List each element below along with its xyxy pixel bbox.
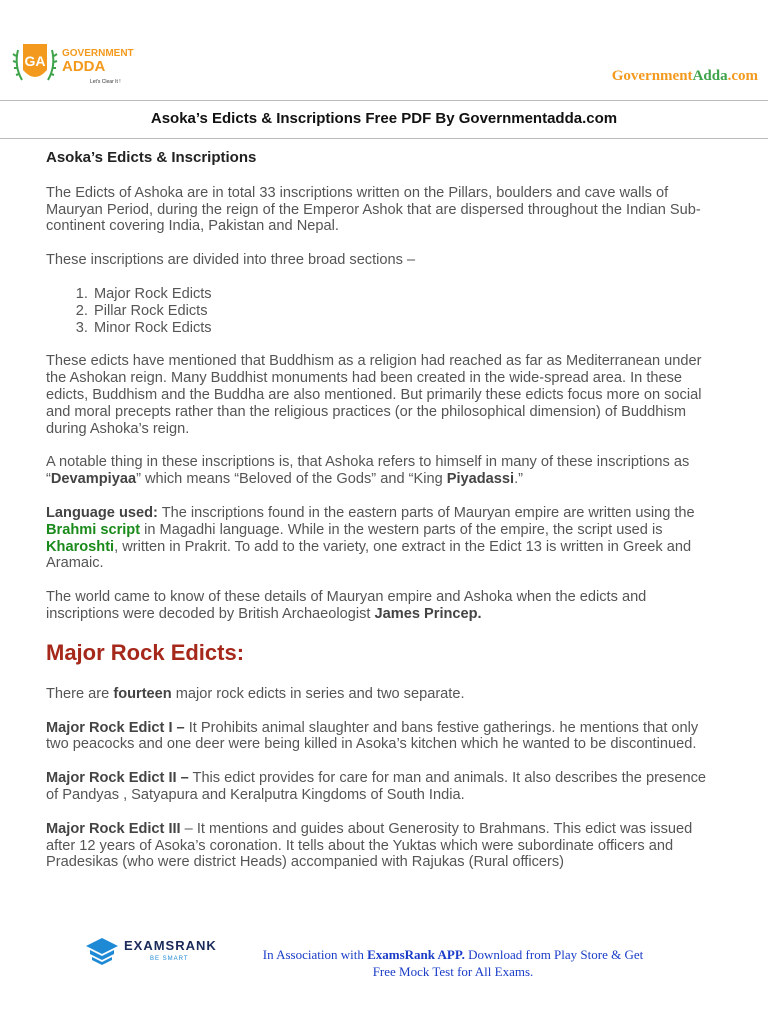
language-paragraph	[46, 505, 722, 572]
footer-text	[228, 946, 678, 980]
footer-text-1: In Association with	[262, 947, 368, 962]
edict-1-paragraph	[46, 720, 722, 754]
logo-tagline: Let's Clear It !	[90, 79, 121, 85]
header-divider	[0, 100, 768, 101]
examsrank-tagline: BE SMART	[150, 956, 189, 962]
brahmi-script-link[interactable]: Brahmi script	[46, 521, 141, 538]
fourteen-text-1: There are	[46, 685, 114, 702]
list-item: 2. Pillar Rock Edicts	[92, 303, 722, 320]
list-item: 1. Major Rock Edicts	[92, 286, 722, 303]
list-item: 3. Minor Rock Edicts	[92, 320, 722, 337]
notable-paragraph	[46, 454, 722, 488]
notable-text-2: ” which means “Beloved of the Gods” and “King	[136, 471, 447, 488]
edict-2-label: Major Rock Edict II –	[46, 770, 189, 787]
page-footer	[0, 928, 768, 988]
governmentadda-logo	[12, 40, 152, 92]
princep-name: James Princep.	[374, 605, 482, 622]
site-name-part3: .com	[727, 68, 758, 84]
edict-1-label: Major Rock Edict I –	[46, 719, 185, 736]
examsrank-app-link[interactable]: ExamsRank APP.	[367, 947, 465, 962]
site-name[interactable]	[612, 68, 758, 85]
footer-text-2: Download from Play Store & Get	[464, 947, 644, 962]
language-text-2: in Magadhi language. While in the western parts of the empire, the script used is	[140, 521, 663, 538]
devampiyaa-term: Devampiyaa	[50, 471, 137, 488]
edict-3-label: Major Rock Edict III	[46, 820, 181, 837]
examsrank-brand: EXAMSRANK	[124, 938, 217, 953]
edict-3-text: – It mentions and guides about Generosity to Brahmans. This edict was issued after 12 years of Asoka’s coronation. It tells about the Yuktas which were subordinate officers and Pradesikas (who were district Heads) accompanied with Rajukas (Rural officers)	[46, 820, 693, 871]
document-body	[46, 150, 722, 888]
section-heading: Asoka’s Edicts & Inscriptions	[46, 149, 257, 166]
logo-initials: GA	[24, 53, 46, 69]
notable-text-1: A notable thing in these inscriptions is, that Ashoka refers to himself in many of these inscriptions as “	[46, 454, 690, 488]
site-name-part1: Government	[611, 68, 693, 84]
fourteen-paragraph	[46, 686, 722, 703]
language-text-1: The inscriptions found in the eastern parts of Mauryan empire are written using the	[157, 504, 695, 521]
logo-line2: ADDA	[62, 58, 106, 75]
document-title: Asoka’s Edicts & Inscriptions Free PDF By Governmentadda.com	[150, 110, 618, 127]
footer-line-2: Free Mock Test for All Exams.	[372, 964, 534, 979]
princep-paragraph	[46, 589, 722, 623]
kharoshti-link[interactable]: Kharoshti	[46, 538, 115, 555]
fourteen-text-2: major rock edicts in series and two separate.	[171, 685, 465, 702]
sections-list	[46, 286, 722, 336]
edict-2-paragraph	[46, 770, 722, 804]
buddhism-paragraph: These edicts have mentioned that Buddhism as a religion had reached as far as Mediterranean under the Ashokan reign. Many Buddhist monuments had been created in the wide-spread area. In these edicts, Buddhism and the Buddha are also mentioned. But primarily these edicts focus more on social and moral precepts rather than the religious practices (or the philosophical dimension) of Buddhism during Ashoka’s reign.	[46, 353, 702, 437]
language-label: Language used:	[46, 504, 158, 521]
title-divider	[0, 138, 768, 139]
logo-line1: GOVERNMENT	[62, 48, 134, 59]
footer-line-1	[228, 946, 678, 963]
edict-2-text: This edict provides for care for man and animals. It also describes the presence of Pandyas , Satyapura and Keralputra Kingdoms of South India.	[46, 770, 706, 803]
sections-intro: These inscriptions are divided into three broad sections –	[46, 252, 416, 269]
examsrank-logo	[84, 932, 229, 966]
intro-paragraph: The Edicts of Ashoka are in total 33 inscriptions written on the Pillars, boulders and cave walls of Mauryan Period, during the reign of the Emperor Ashok that are dispersed throughout the Indian Sub-continent covering India, Pakistan and Nepal.	[46, 184, 701, 235]
major-rock-edicts-heading: Major Rock Edicts:	[46, 639, 245, 665]
edict-3-paragraph	[46, 821, 722, 871]
language-text-3: , written in Prakrit. To add to the variety, one extract in the Edict 13 is written in Greek and Aramaic.	[46, 538, 692, 572]
notable-text-3: .”	[514, 471, 524, 488]
site-name-part2: Adda	[692, 68, 728, 84]
princep-text: The world came to know of these details of Mauryan empire and Ashoka when the edicts and inscriptions were decoded by British Archaeologist	[46, 589, 647, 622]
piyadassi-term: Piyadassi	[446, 471, 515, 488]
edict-1-text: It Prohibits animal slaughter and bans festive gatherings. he mentions that only two peacocks and one deer were being killed in Asoka’s kitchen which he wanted to be discontinued.	[46, 719, 699, 753]
fourteen-bold: fourteen	[113, 685, 172, 702]
page-header	[0, 0, 768, 100]
